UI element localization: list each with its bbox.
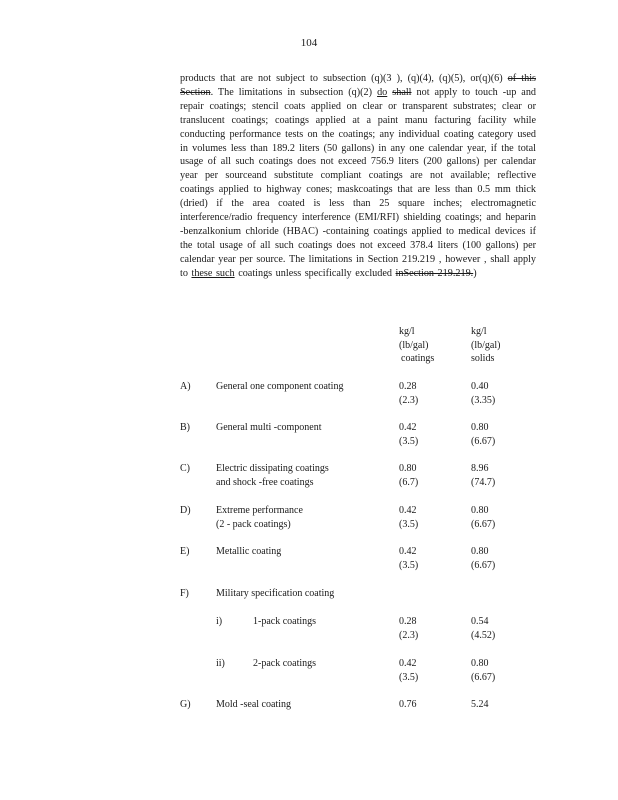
header-coatings-line: kg/l (399, 326, 415, 337)
row-label: 2-pack coatings (253, 658, 317, 669)
row-value-coatings: 0.76 (399, 699, 417, 710)
row-value-solids: 0.80 (6.67) (471, 658, 496, 683)
row-value-coatings: 0.42 (3.5) (399, 546, 419, 571)
body-paragraph (180, 72, 536, 281)
header-solids (471, 325, 500, 366)
row-value-coatings: 0.42 (3.5) (399, 658, 419, 683)
para-text-3: not apply to touch -up and repair coatings; stencil coats applied on clear or transparent substrates; clear or translucent coatings; coatings applied at a paint manu facturing facility while conducting performance tests on the coatings; any individual coating category used in volumes less than 189.2 liters (50 gallons) in any one calendar year, if the total usage of all such coatings does not exceed 756.9 liters (200 gallons) per calendar year per sourceand substitute compliant coatings are not available; reflective coatings applied to highway cones; maskcoatings that are less than 0.5 mm thick (dried) if the area coated is less than 25 square inches; electromagnetic interference/radio frequency interference (EMI/RFI) shielding coatings; and heparin -benzalkonium chloride (HBAC) -containing coatings applied to medical devices if the total usage of all such coatings does not exceed 378.4 liters (100 gallons) per calendar year per source. The limitations in Section 219.219 , however , shall apply to (180, 86, 537, 279)
row-value-coatings: 0.42 (3.5) (399, 505, 419, 530)
row-letter: E) (180, 546, 190, 557)
row-letter: G) (180, 699, 191, 710)
para-text-5: ) (473, 267, 477, 279)
row-value-solids: 8.96 (74.7) (471, 463, 496, 488)
row-label: Extreme performance (2 - pack coatings) (216, 505, 303, 530)
header-coatings-line: coatings (401, 353, 435, 364)
header-solids-line: kg/l (471, 326, 487, 337)
header-solids-line: (lb/gal) (471, 339, 501, 351)
row-value-solids: 0.80 (6.67) (471, 505, 496, 530)
row-value-solids: 5.24 (471, 699, 489, 710)
header-coatings-line: (lb/gal) (399, 339, 429, 351)
para-strike-2: shall (392, 86, 412, 98)
row-value-solids: 0.54 (4.52) (471, 616, 496, 641)
row-label: General multi -component (216, 422, 322, 433)
para-text-4: coatings unless specifically excluded (234, 267, 392, 279)
para-underline-1: do (377, 86, 388, 98)
row-value-coatings: 0.42 (3.5) (399, 422, 419, 447)
row-letter: ii) (216, 658, 225, 669)
row-label: Mold -seal coating (216, 699, 291, 710)
row-label: Military specification coating (216, 588, 335, 599)
row-letter: F) (180, 588, 189, 599)
page-number: 104 (300, 37, 318, 49)
row-letter: D) (180, 505, 191, 516)
row-label: 1-pack coatings (253, 616, 317, 627)
row-label: Electric dissipating coatings and shock -free coatings (216, 463, 329, 488)
row-letter: A) (180, 381, 191, 392)
para-text-1: products that are not subject to subsection (q)(3 ), (q)(4), (q)(5), or(q)(6) (180, 73, 503, 84)
row-letter: C) (180, 463, 190, 474)
row-label: General one component coating (216, 381, 344, 392)
row-value-coatings: 0.28 (2.3) (399, 616, 419, 641)
row-value-coatings: 0.28 (2.3) (399, 381, 419, 406)
row-value-solids: 0.80 (6.67) (471, 422, 496, 447)
header-coatings (399, 325, 434, 366)
row-letter: i) (216, 616, 223, 627)
header-solids-line: solids (471, 353, 495, 364)
para-strike-3: inSection 219.219. (395, 267, 474, 279)
row-label: Metallic coating (216, 546, 282, 557)
row-letter: B) (180, 422, 190, 433)
para-text-2: . The limitations in subsection (q)(2) (210, 86, 373, 98)
para-strike-1: of this Section (180, 73, 536, 98)
row-value-solids: 0.80 (6.67) (471, 546, 496, 571)
row-value-coatings: 0.80 (6.7) (399, 463, 419, 488)
row-value-solids: 0.40 (3.35) (471, 381, 496, 406)
para-underline-2: these such (191, 267, 235, 279)
